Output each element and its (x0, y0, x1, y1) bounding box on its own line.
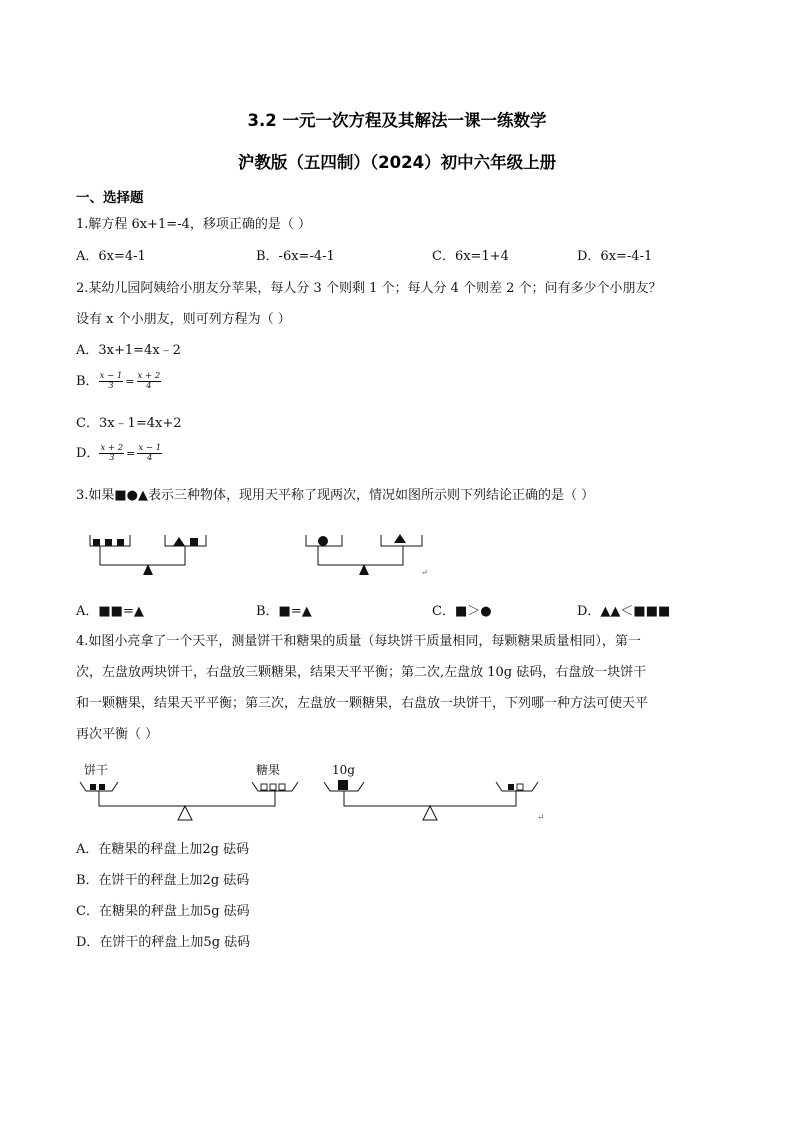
beam (344, 791, 516, 806)
beam (318, 546, 403, 565)
question-3-option-c: C．■＞● (432, 604, 492, 619)
fraction-left (99, 444, 124, 463)
fraction-right (137, 444, 162, 463)
section-heading: 一、选择题 (76, 190, 144, 206)
fulcrum-icon (178, 806, 192, 820)
page-subtitle: 沪教版（五四制）（2024）初中六年级上册 (237, 153, 557, 172)
balance-scale-b (324, 763, 545, 823)
question-1-stem: 1.解方程 6x+1=-4，移项正确的是（ ） (76, 217, 311, 232)
equals-sign: = (126, 446, 136, 460)
question-2-stem-line2: 设有 x 个小朋友，则可列方程为（ ） (76, 312, 291, 327)
square-icon (190, 538, 198, 546)
numerator: x + 2 (100, 443, 124, 453)
square-icon (93, 539, 100, 546)
fulcrum-icon (359, 564, 369, 575)
right-pan (165, 535, 206, 546)
question-4-option-d: D．在饼干的秤盘上加5g 砝码 (76, 935, 251, 950)
equals-sign: = (125, 374, 135, 388)
beam (100, 546, 185, 565)
question-1-option-d: D．6x=-4-1 (577, 249, 653, 264)
page-title: 3.2 一元一次方程及其解法一课一练数学 (247, 111, 547, 130)
weight-icon (338, 780, 348, 790)
cookie-icon (99, 784, 105, 790)
question-4-stem-line2: 次，左盘放两块饼干，右盘放三颗糖果，结果天平平衡；第二次,左盘放 10g 砝码，右盘放一块饼干 (76, 665, 647, 680)
paragraph-mark: ↵ (421, 568, 428, 577)
left-pan-label: 饼干 (84, 763, 109, 777)
balance-figure-q4 (70, 758, 550, 828)
fraction-left (99, 372, 124, 391)
candy-icon (517, 784, 523, 790)
question-1-option-c: C．6x=1+4 (432, 249, 509, 264)
candy-icon (270, 784, 276, 790)
weight-label: 10g (332, 763, 355, 777)
candy-icon (261, 784, 267, 790)
circle-icon (318, 536, 328, 546)
denominator: 3 (109, 453, 115, 463)
numerator: x + 2 (137, 371, 161, 381)
cookie-icon (508, 784, 514, 790)
triangle-icon (394, 534, 406, 543)
question-4-option-a: A．在糖果的秤盘上加2g 砝码 (76, 842, 250, 857)
numerator: x − 1 (138, 443, 162, 453)
question-4-option-c: C．在糖果的秤盘上加5g 砝码 (76, 904, 250, 919)
beam (99, 791, 275, 806)
question-1-option-b: B．-6x=-4-1 (256, 249, 335, 264)
question-3-option-d: D．▲▲＜■■■ (577, 604, 671, 619)
question-4-option-b: B．在饼干的秤盘上加2g 砝码 (76, 873, 250, 888)
balance-scale-a (80, 762, 298, 820)
question-4-stem-line4: 再次平衡（ ） (76, 727, 159, 742)
question-2-option-c: C．3x﹣1=4x+2 (76, 416, 182, 431)
denominator: 3 (108, 381, 114, 391)
denominator: 4 (147, 453, 153, 463)
option-b-label: B． (76, 374, 99, 389)
question-2-option-d (76, 444, 162, 463)
square-icon (105, 539, 112, 546)
triangle-icon (173, 537, 185, 546)
option-d-label: D． (76, 446, 100, 461)
question-3-stem: 3.如果■●▲表示三种物体，现用天平称了现两次，情况如图所示则下列结论正确的是（ ） (76, 488, 595, 503)
candy-icon (279, 784, 285, 790)
denominator: 4 (146, 381, 152, 391)
fraction-right (137, 372, 162, 391)
question-2-option-b (76, 372, 161, 391)
square-icon (117, 539, 124, 546)
question-3-option-a: A．■■=▲ (76, 604, 144, 619)
cookie-icon (90, 784, 96, 790)
balance-scale-1 (90, 535, 206, 575)
question-2-stem-line1: 2.某幼儿园阿姨给小朋友分苹果，每人分 3 个则剩 1 个；每人分 4 个则差 2 个；问有多少个小朋友？ (76, 281, 662, 296)
question-4-stem-line1: 4.如图小亮拿了一个天平，测量饼干和糖果的质量（每块饼干质量相同，每颗糖果质量相同），第一 (76, 634, 641, 649)
numerator: x − 1 (99, 371, 123, 381)
question-3-option-b: B．■=▲ (256, 604, 312, 619)
balance-scale-2 (306, 534, 422, 575)
balance-scales-figure (80, 525, 440, 583)
question-2-option-a: A．3x+1=4x﹣2 (76, 343, 181, 358)
paragraph-mark: ↵ (537, 813, 545, 823)
right-pan-label: 糖果 (256, 763, 281, 777)
fulcrum-icon (423, 806, 437, 820)
question-1-option-a: A．6x=4-1 (76, 249, 146, 264)
fulcrum-icon (143, 564, 153, 575)
question-4-stem-line3: 和一颗糖果，结果天平平衡；第三次，左盘放一颗糖果，右盘放一块饼干，下列哪一种方法可使天平 (76, 696, 649, 711)
